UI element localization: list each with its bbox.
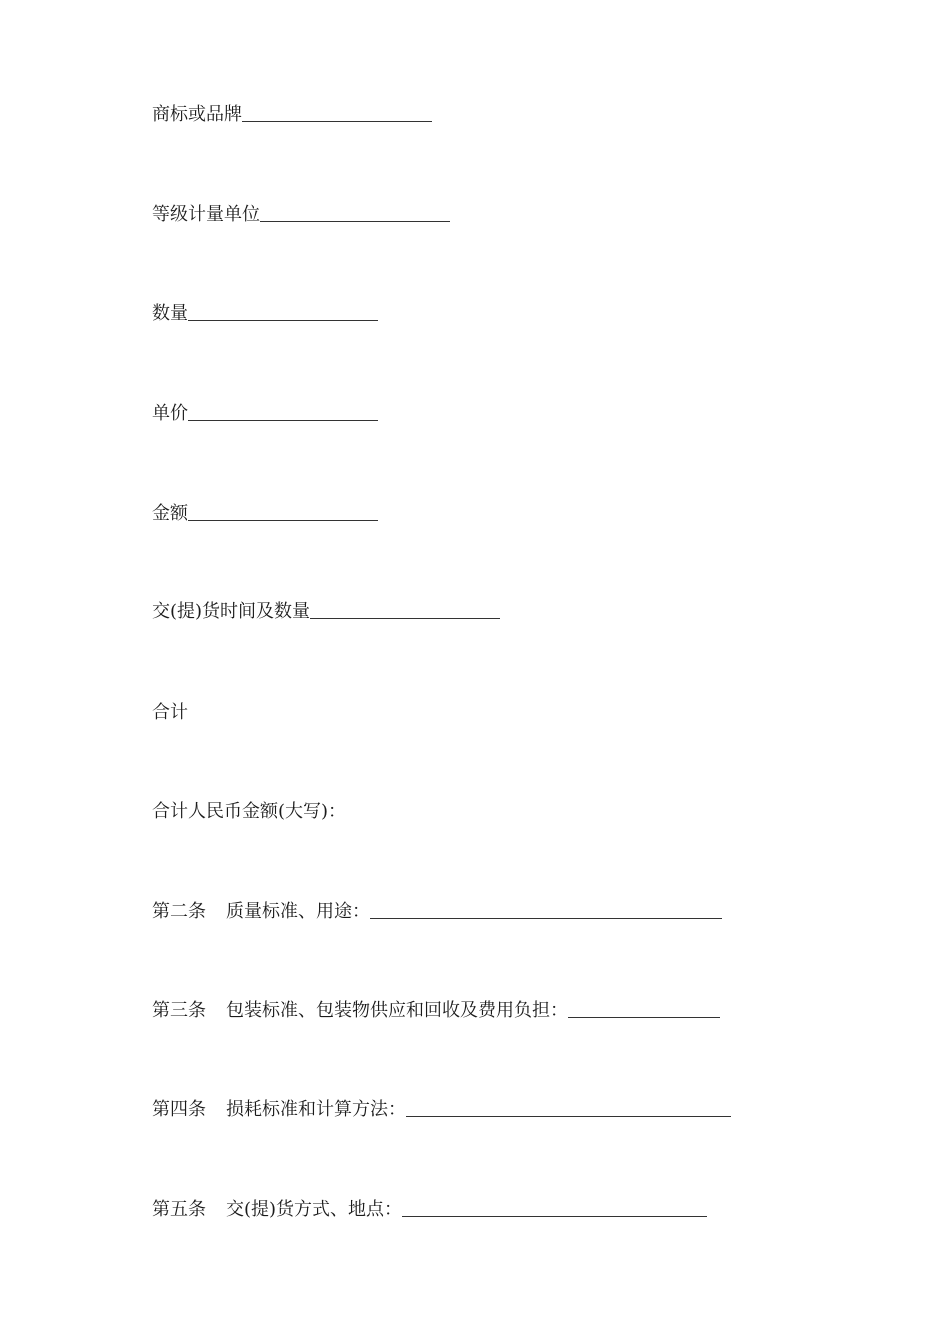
- article-text: 损耗标准和计算方法：: [226, 1099, 406, 1120]
- article-3: [152, 999, 720, 1023]
- field-label: 商标或品牌: [152, 104, 242, 125]
- field-label: 金额: [152, 503, 188, 524]
- article-text: 包装标准、包装物供应和回收及费用负担：: [226, 1000, 568, 1021]
- field-delivery-time: [152, 600, 500, 624]
- field-brand: [152, 103, 432, 127]
- fill-in-blank[interactable]: [188, 502, 378, 521]
- field-label: 数量: [152, 303, 188, 324]
- field-label: 单价: [152, 403, 188, 424]
- fill-in-blank[interactable]: [188, 402, 378, 421]
- field-label: 等级计量单位: [152, 204, 260, 225]
- fill-in-blank[interactable]: [242, 103, 432, 122]
- fill-in-blank[interactable]: [188, 302, 378, 321]
- article-text: 质量标准、用途：: [226, 901, 370, 922]
- fill-in-blank[interactable]: [310, 600, 500, 619]
- fill-in-blank[interactable]: [370, 900, 722, 919]
- article-2: [152, 900, 722, 924]
- field-grade-unit: [152, 203, 450, 227]
- article-text: 交(提)货方式、地点：: [226, 1199, 403, 1220]
- article-number: 第三条: [152, 1000, 206, 1021]
- fill-in-blank[interactable]: [402, 1198, 707, 1217]
- article-5: [152, 1198, 707, 1222]
- fill-in-blank[interactable]: [568, 999, 720, 1018]
- fill-in-blank[interactable]: [406, 1098, 731, 1117]
- total-rmb-label: 合计人民币金额(大写)：: [152, 801, 347, 822]
- article-number: 第二条: [152, 901, 206, 922]
- field-label: 交(提)货时间及数量: [152, 601, 311, 622]
- field-unit-price: [152, 402, 378, 426]
- article-4: [152, 1098, 731, 1122]
- total-heading: 合计: [152, 702, 188, 723]
- field-quantity: [152, 302, 378, 326]
- article-number: 第五条: [152, 1199, 206, 1220]
- fill-in-blank[interactable]: [260, 203, 450, 222]
- article-number: 第四条: [152, 1099, 206, 1120]
- field-amount: [152, 502, 378, 526]
